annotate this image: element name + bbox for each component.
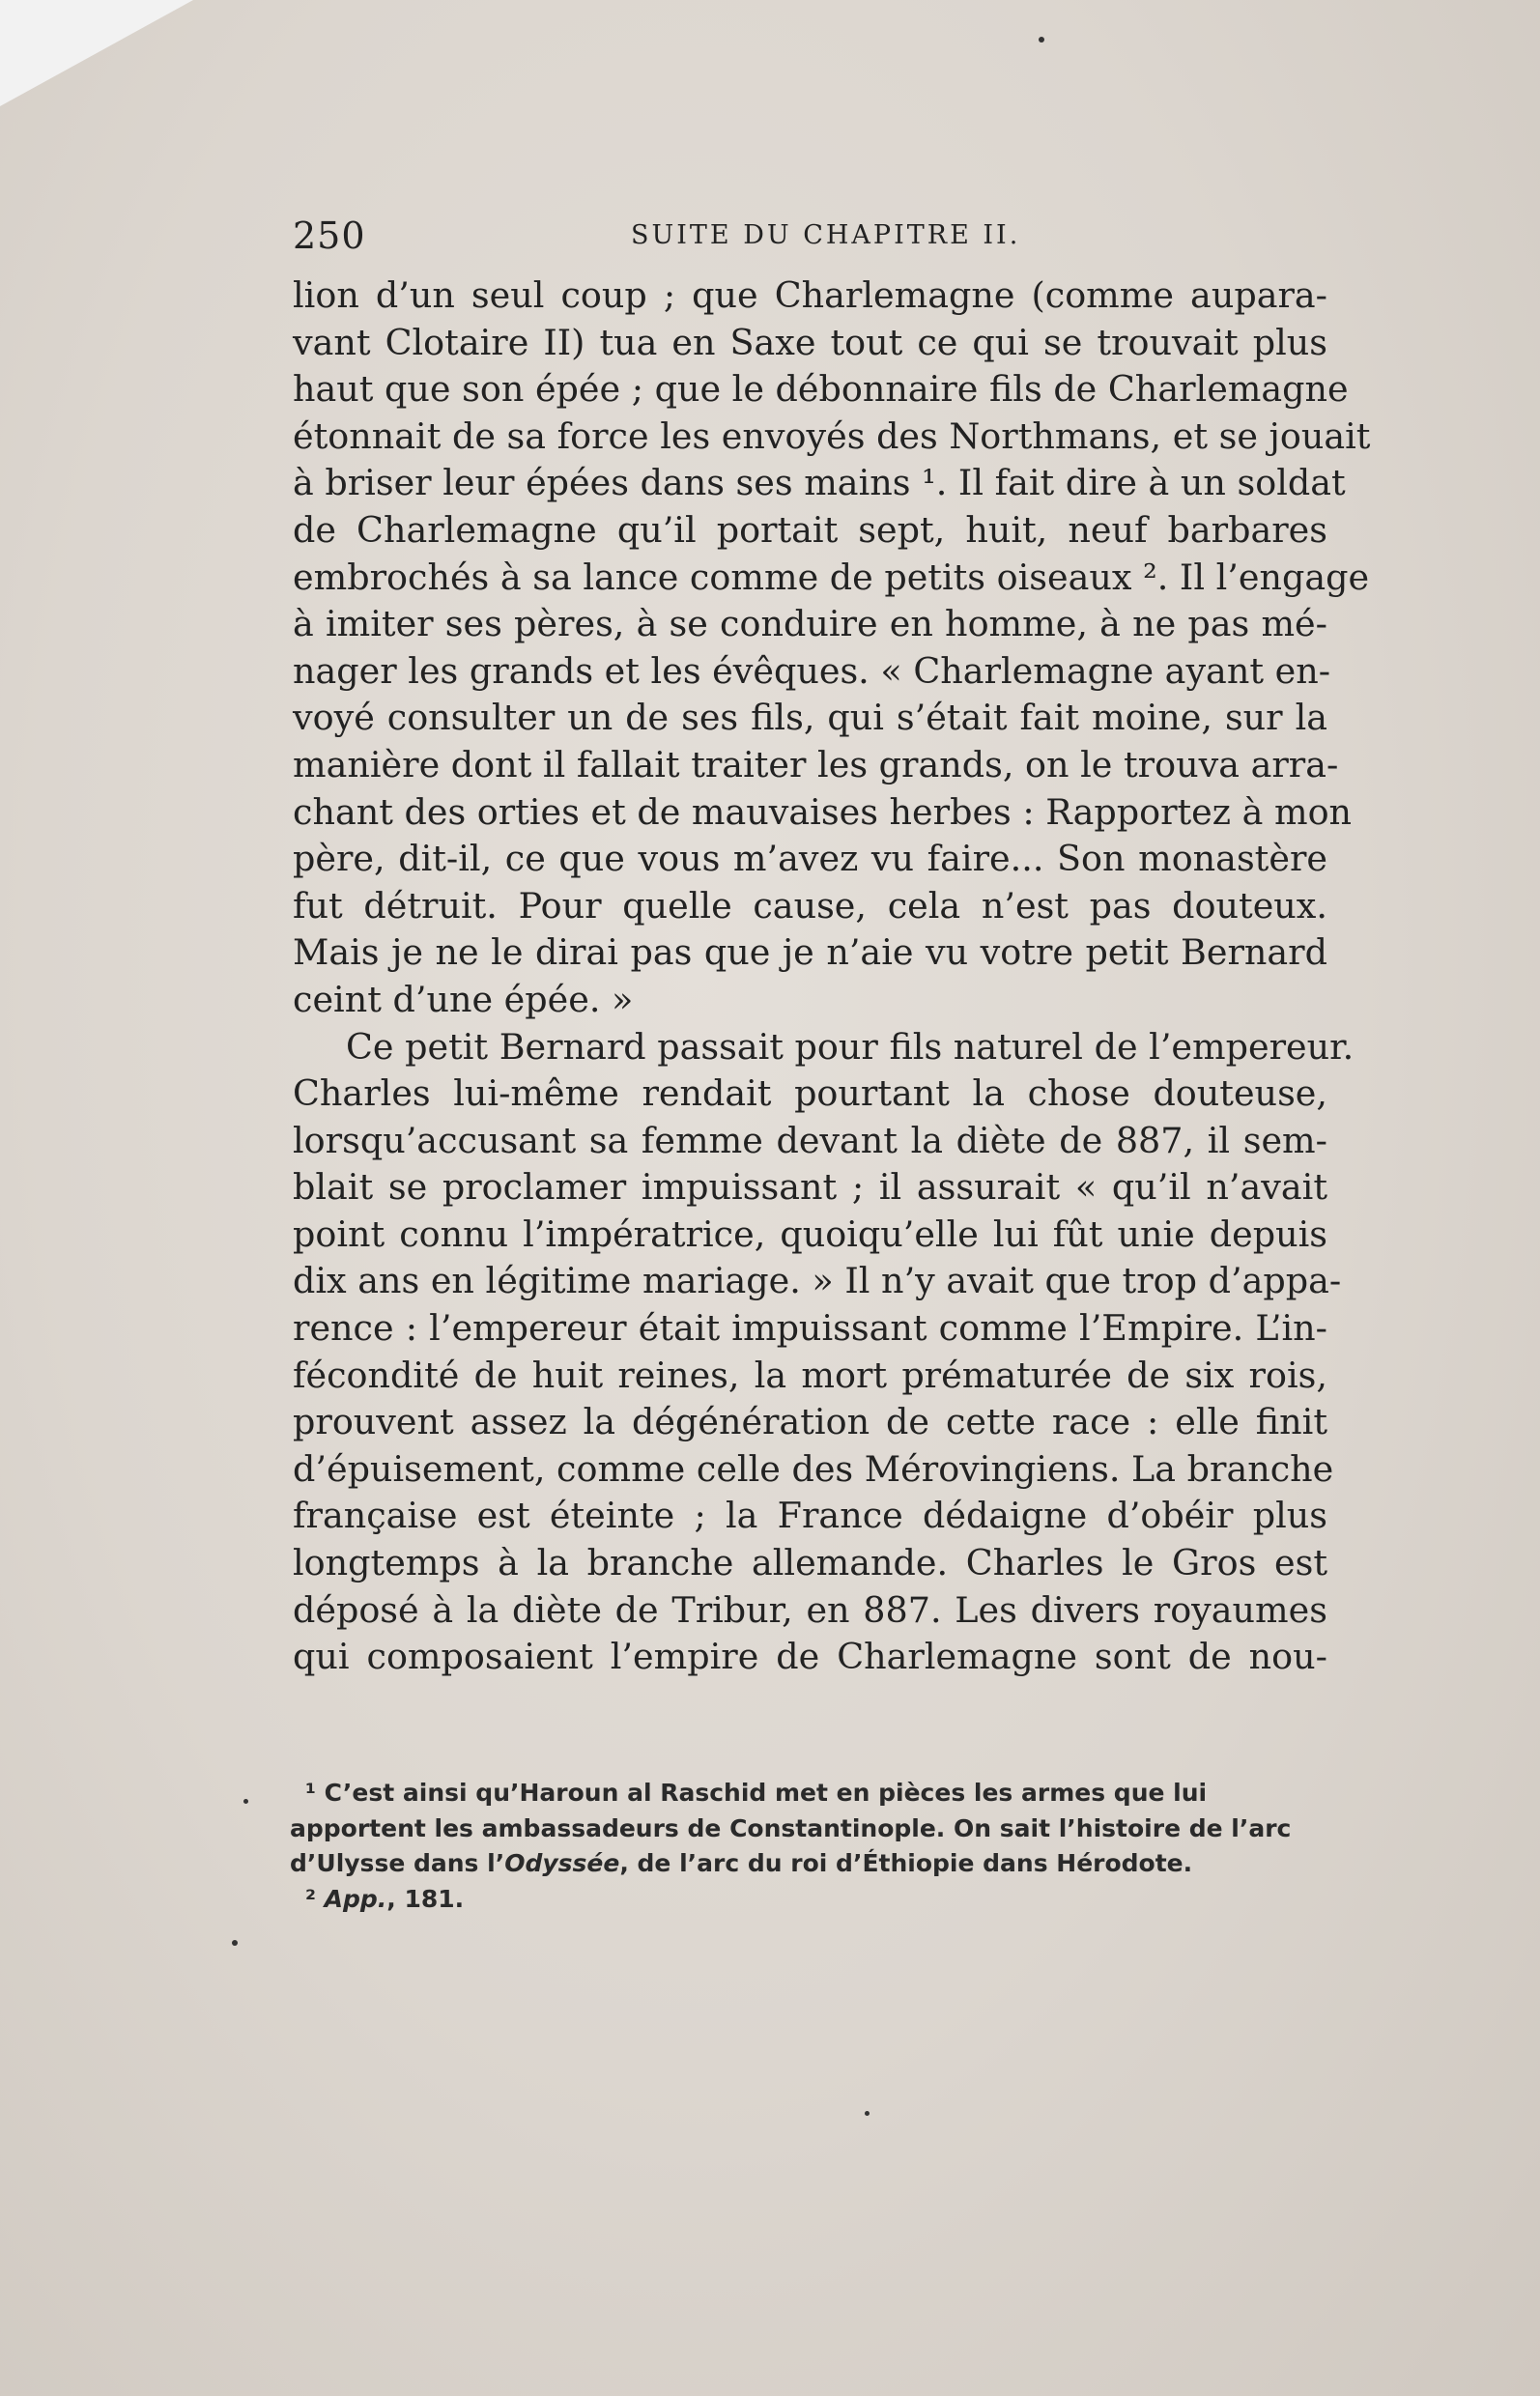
folded-corner (0, 0, 193, 106)
text-line: chant des orties et de mauvaises herbes : Rapportez à mon (293, 790, 1353, 833)
text-line: Ce petit Bernard passait pour fils naturel de l’empereur. (346, 1025, 1355, 1068)
text-line: fut détruit. Pour quelle cause, cela n’est pas douteux. (293, 884, 1327, 927)
text-line: manière dont il fallait traiter les grands, on le trouva arra- (293, 743, 1339, 785)
text-line: à briser leur épées dans ses mains ¹. Il fait dire à un soldat (293, 462, 1346, 504)
text-line: française est éteinte ; la France dédaigne d’obéir plus (293, 1495, 1327, 1537)
text-line: vant Clotaire II) tua en Saxe tout ce qui se trouvait plus (293, 321, 1327, 363)
footnote-2-mark: ² (305, 1884, 325, 1913)
text-line: haut que son épée ; que le débonnaire fils de Charlemagne (293, 368, 1349, 411)
text-line: père, dit-il, ce que vous m’avez vu faire... Son monastère (293, 838, 1327, 880)
speck (243, 1799, 248, 1804)
text-line: longtemps à la branche allemande. Charles le Gros est (293, 1542, 1327, 1584)
text-line: fécondité de huit reines, la mort prématurée de six rois, (293, 1354, 1327, 1396)
speck (232, 1940, 238, 1946)
footnotes (290, 1776, 1333, 1917)
text-line: lorsqu’accusant sa femme devant la diète de 887, il sem- (293, 1119, 1327, 1161)
text-line: Mais je ne le dirai pas que je n’aie vu votre petit Bernard (293, 931, 1327, 974)
text-line: Charles lui-même rendait pourtant la chose douteuse, (293, 1072, 1327, 1115)
chapter-title: SUITE DU CHAPITRE II. (631, 220, 1021, 250)
footnote-1-line: ¹ C’est ainsi qu’Haroun al Raschid met en pièces les armes que lui (305, 1779, 1208, 1807)
text-line: voyé consulter un de ses fils, qui s’était fait moine, sur la (293, 697, 1327, 739)
footnote-1-text: , de l’arc du roi d’Éthiopie dans Hérodote. (619, 1849, 1193, 1877)
text-line: blait se proclamer impuissant ; il assurait « qu’il n’avait (293, 1166, 1327, 1209)
page-number: 250 (293, 214, 366, 257)
text-line: à imiter ses pères, à se conduire en homme, à ne pas mé- (293, 603, 1327, 645)
text-line: point connu l’impératrice, quoiqu’elle lui fût unie depuis (293, 1212, 1327, 1255)
text-line: ceint d’une épée. » (293, 978, 634, 1020)
footnote-1-text: d’Ulysse dans l’ (290, 1849, 505, 1877)
body-text (293, 272, 1371, 1681)
text-line: prouvent assez la dégénération de cette race : elle finit (293, 1401, 1327, 1443)
footnote-1-line: apportent les ambassadeurs de Constantinople. On sait l’histoire de l’arc (290, 1813, 1292, 1842)
text-line: de Charlemagne qu’il portait sept, huit, neuf barbares (293, 508, 1327, 551)
footnote-2-text: , 181. (386, 1884, 465, 1913)
speck (1039, 37, 1044, 43)
text-line: étonnait de sa force les envoyés des Northmans, et se jouait (293, 414, 1371, 457)
text-line: embrochés à sa lance comme de petits oiseaux ². Il l’engage (293, 556, 1370, 598)
footnote-1-line (290, 1846, 1333, 1882)
text-line: dix ans en légitime mariage. » Il n’y avait que trop d’appa- (293, 1260, 1342, 1302)
text-line: déposé à la diète de Tribur, en 887. Les divers royaumes (293, 1588, 1327, 1631)
footnote-1-title: Odyssée (504, 1849, 620, 1877)
text-line: rence : l’empereur était impuissant comme l’Empire. L’in- (293, 1307, 1327, 1350)
text-line: d’épuisement, comme celle des Mérovingiens. La branche (293, 1447, 1334, 1490)
footnote-2-line (290, 1882, 1333, 1918)
footnote-2-ref: App. (324, 1884, 387, 1913)
running-head (293, 214, 1336, 263)
text-line: lion d’un seul coup ; que Charlemagne (comme aupara- (293, 274, 1327, 316)
text-line: qui composaient l’empire de Charlemagne sont de nou- (293, 1636, 1327, 1678)
text-line: nager les grands et les évêques. « Charlemagne ayant en- (293, 649, 1331, 692)
speck (865, 2111, 870, 2116)
